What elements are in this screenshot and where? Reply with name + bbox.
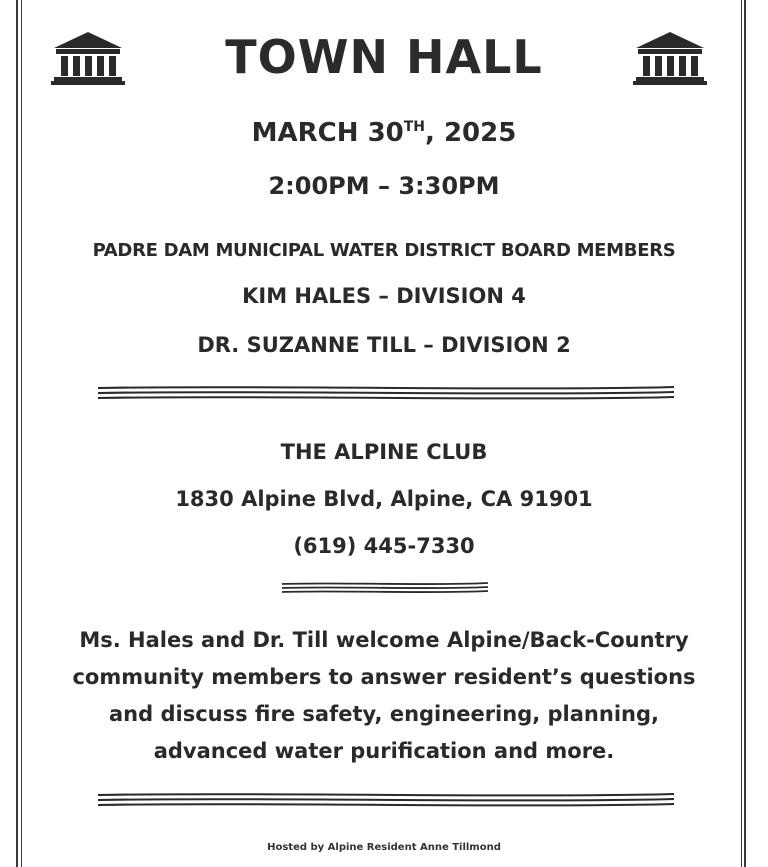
event-date-year: , 2025 bbox=[425, 118, 517, 148]
venue-name: THE ALPINE CLUB bbox=[280, 440, 488, 464]
wavy-divider bbox=[98, 383, 674, 403]
venue-address: 1830 Alpine Blvd, Alpine, CA 91901 bbox=[175, 487, 593, 511]
page-title: TOWN HALL bbox=[225, 30, 543, 84]
event-description: Ms. Hales and Dr. Till welcome Alpine/Back-Country community members to answer resident’s questions and discuss fire safety, engineering, planning, advanced water purification and more. bbox=[72, 628, 696, 763]
wavy-divider bbox=[98, 790, 674, 810]
host-credit: Hosted by Alpine Resident Anne Tillmond bbox=[267, 842, 501, 853]
event-time: 2:00PM – 3:30PM bbox=[268, 172, 500, 200]
venue-phone: (619) 445-7330 bbox=[293, 534, 475, 558]
event-date-main: MARCH 30 bbox=[251, 118, 404, 148]
event-date-suffix: TH bbox=[403, 119, 426, 135]
wavy-divider bbox=[282, 580, 488, 596]
board-heading: PADRE DAM MUNICIPAL WATER DISTRICT BOARD MEMBERS bbox=[92, 240, 676, 261]
event-date bbox=[0, 118, 768, 148]
board-member-2: DR. SUZANNE TILL – DIVISION 2 bbox=[197, 333, 571, 357]
board-member-1: KIM HALES – DIVISION 4 bbox=[242, 284, 526, 308]
